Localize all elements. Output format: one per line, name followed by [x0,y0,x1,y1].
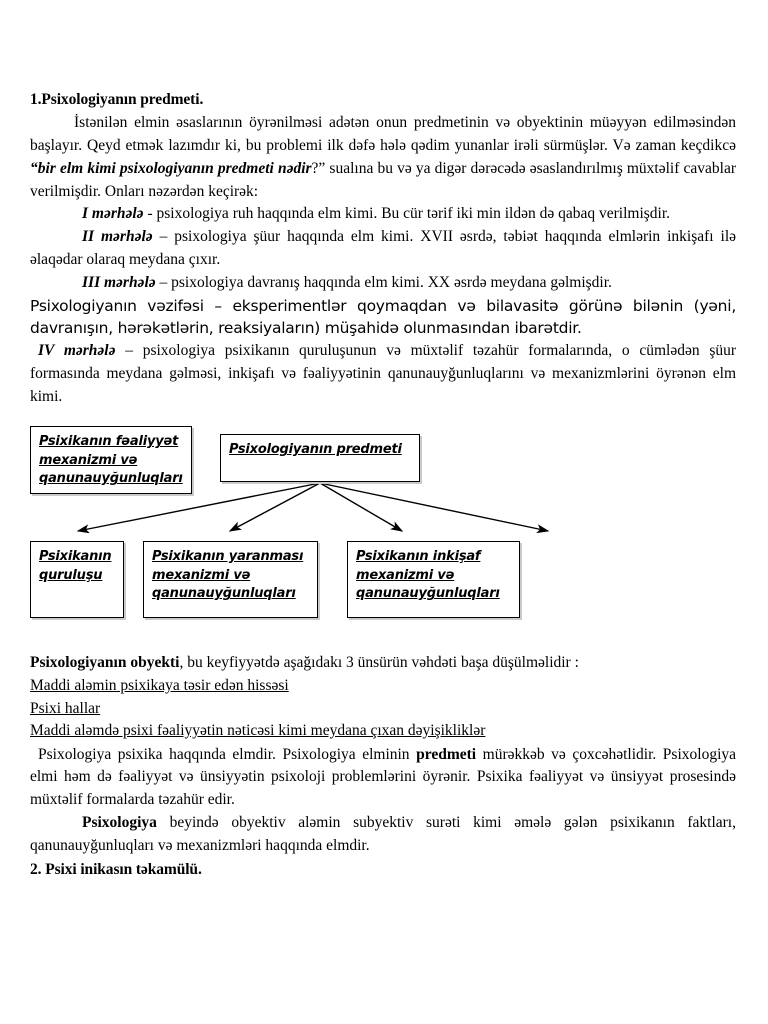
intro-part-2: ?” sualına bu və ya digər dərəcədə əsaslandırılmış müxtəlif cavablar verilmişdir. Onları nəzərdən keçirək: [30,159,736,200]
stage-4-text-c: mexanizmlərini öyrənən elm kimi. [30,364,737,405]
diagram-leaf-box-0 [30,541,124,618]
closing-p2-rest: beyində obyektiv aləmin subyektiv surəti kimi əmələ gələn psixikanın faktları, qanunauyğunluqları və mexanizmləri haqqında elmdir. [30,813,736,854]
arrow-to-leaf-3 [320,483,548,531]
diagram-leaf-0-line-0: Psixikanın [39,549,112,565]
closing-p1-bold: predmeti [416,745,477,763]
stage-3-text: psixologiya davranış haqqında elm kimi. XX əsrdə meydana gəlmişdir. [171,273,612,291]
stage-2-paragraph [30,226,736,272]
intro-paragraph [30,112,736,203]
diagram-leaf-3-line-0: Psixikanın fəaliyyət [39,434,179,450]
section-heading-2: 2. Psixi inikasın təkamülü. [30,860,202,878]
object-item-1: Psixi hallar [30,699,101,717]
intro-part-1: İstənilən elmin əsaslarının öyrənilməsi adətən onun predmetinin və obyektinin müəyyən edilməsindən başlayır. Qeyd etmək lazımdır ki, bu problemi ilk dəfə hələ qədim yunanlar irəli sürmüşlər. Və zaman keçdikcə [30,114,736,155]
document-content [30,88,736,882]
object-lead-rest: , bu keyfiyyətdə aşağıdakı 3 ünsürün vəhdəti başa düşülməlidir : [179,654,579,672]
stage-1-label: I mərhələ [82,205,144,223]
diagram-leaf-box-2 [347,541,520,618]
stage-1-text: psixologiya ruh haqqında elm kimi. Bu cür tərif iki min ildən də qabaq verilmişdir. [156,205,671,223]
stage-3-continuation: Psixologiyanın vəzifəsi – eksperimentlər qoymaqdan və bilavasitə görünə bilənin (yəni, davranışın, hərəkətlərin, reaksiyaların) müşahidə olunmasından ibarətdir. [30,296,736,338]
diagram-leaf-1-line-1: mexanizmi və [152,567,251,583]
stage-2-text: psixologiya şüur haqqında elm kimi. XVII əsrdə, təbiət haqqında elmlərin inkişafı ilə əlaqədar olaraq meydana çıxır. [30,228,737,268]
diagram-root-box [220,434,420,482]
intro-quote: “bir elm kimi psixologiyanın predmeti nədir [30,159,312,177]
stage-4-text-a: psixologiya psixikanın quruluşunun və müxtəlif təzahür formalarında, o cümlədən [142,342,700,360]
closing-p1-b: mürəkkəb və çoxcəhətlidir. Psixologiya elmi həm də fəaliyyət və ünsiyyətin psixoloji problemlərini öyrənir. Psixika fəaliyyət və ünsiyyət prosesində müxtəlif formalarda təzahür edir. [30,745,737,809]
diagram-leaf-1-line-2: qanunauyğunluqları [152,586,296,602]
diagram-leaf-box-3 [30,426,192,493]
diagram-leaf-3-line-1: mexanizmi və [39,452,138,468]
object-item-0: Maddi aləmin psixikaya təsir edən hissəsi [30,677,289,695]
psychology-subject-diagram [30,426,736,638]
stage-1-dash: - [143,205,157,223]
stage-1-paragraph [30,203,736,226]
stage-2-dash: – [152,228,175,246]
diagram-leaf-box-1 [143,541,318,618]
stage-4-dash: – [115,342,143,360]
closing-paragraph-1 [30,744,736,812]
diagram-leaf-2-line-0: Psixikanın inkişaf [356,549,481,565]
stage-3-label: III mərhələ [82,273,156,291]
diagram-leaf-2-line-2: qanunauyğunluqları [356,586,500,602]
closing-paragraph-2 [30,812,736,858]
object-lead-paragraph [30,652,736,675]
diagram-leaf-3-line-2: qanunauyğunluqları [39,471,183,487]
arrow-to-leaf-2 [320,483,402,531]
stage-4-label: IV mərhələ [38,342,116,360]
diagram-leaf-0-line-1: quruluşu [39,567,103,583]
closing-p2-bold: Psixologiya [82,813,157,831]
diagram-leaf-1-line-0: Psixikanın yaranması [152,549,304,565]
section-heading-1: 1.Psixologiyanın predmeti. [30,91,204,108]
stage-4-text-b: şüur formasında meydana gəlməsi, inkişafı və fəaliyyətinin qanunauyğunluqlarını və [30,342,737,382]
closing-p1-a: Psixologiya psixika haqqında elmdir. Psixologiya elminin [38,745,417,763]
object-item-2: Maddi aləmdə psixi fəaliyyətin nəticəsi kimi meydana çıxan dəyişikliklər [30,722,486,740]
stage-3-dash: – [155,273,172,291]
stage-2-label: II mərhələ [82,228,153,246]
stage-3-paragraph [30,272,736,295]
diagram-root-label: Psixologiyanın predmeti [229,442,402,458]
object-lead-bold: Psixologiyanın obyekti [30,654,180,672]
diagram-leaf-2-line-1: mexanizmi və [356,567,455,583]
arrow-to-leaf-1 [230,483,320,531]
stage-4-paragraph [30,340,736,408]
